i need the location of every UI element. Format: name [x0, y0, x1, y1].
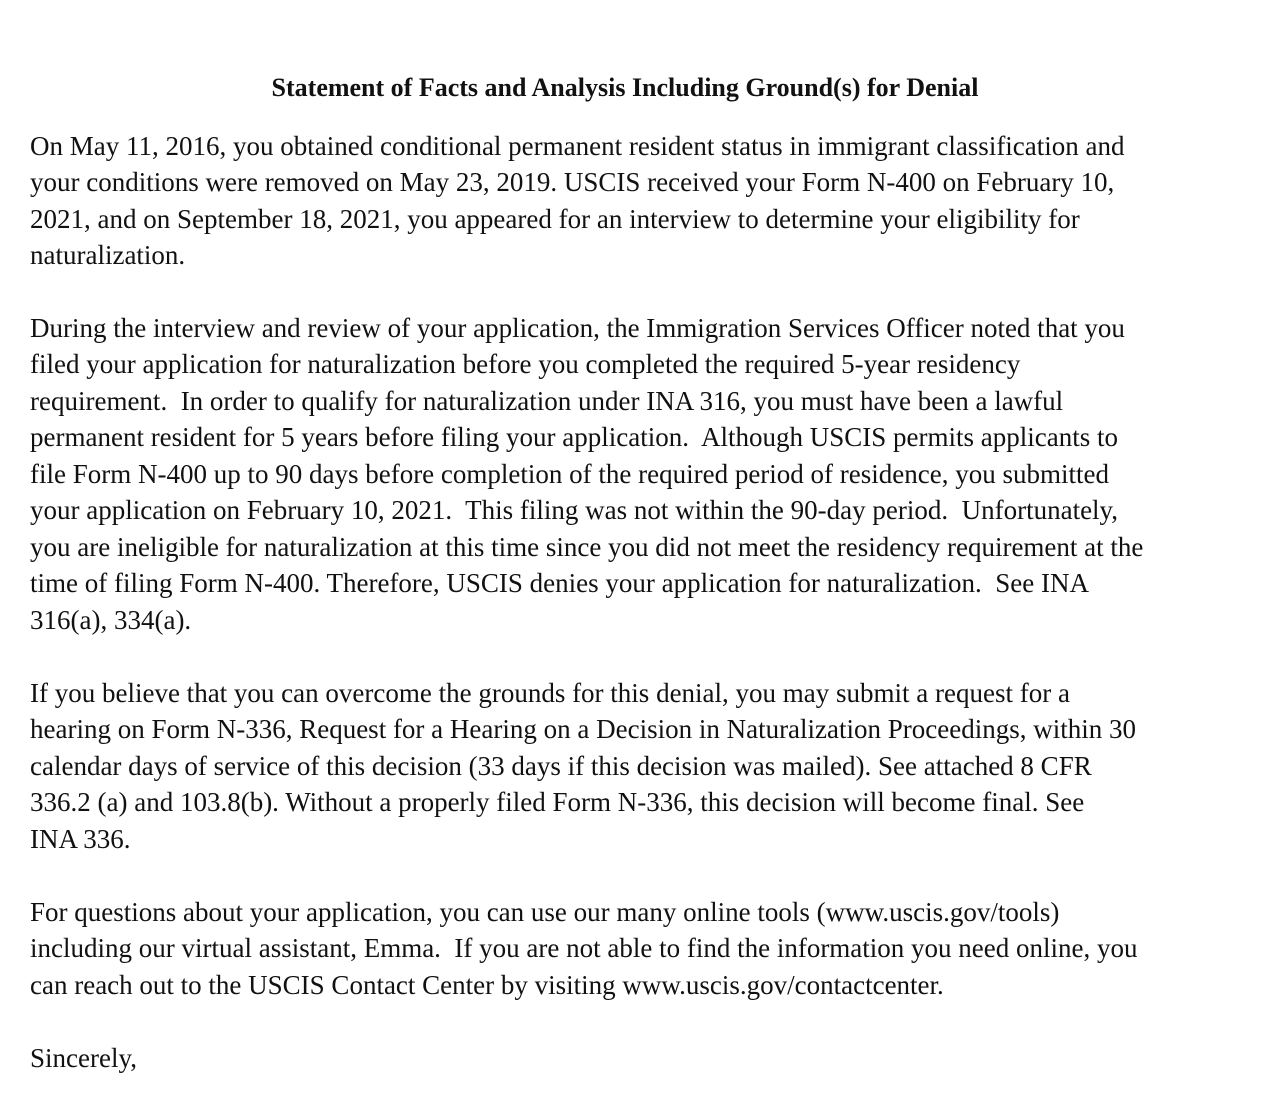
text-line: time of filing Form N-400. Therefore, USCIS denies your application for naturalization. See INA	[30, 568, 1089, 598]
text-line: 336.2 (a) and 103.8(b). Without a properly filed Form N-336, this decision will become final. See	[30, 787, 1085, 817]
text-line: hearing on Form N-336, Request for a Hearing on a Decision in Naturalization Proceedings, within 30	[30, 714, 1136, 744]
text-line: If you believe that you can overcome the grounds for this denial, you may submit a request for a	[30, 678, 1070, 708]
text-line: your conditions were removed on May 23, 2019. USCIS received your Form N-400 on February 10,	[30, 167, 1115, 197]
text-line: During the interview and review of your application, the Immigration Services Officer noted that you	[30, 313, 1125, 343]
text-line: 2021, and on September 18, 2021, you appeared for an interview to determine your eligibility for	[30, 204, 1080, 234]
text-line: calendar days of service of this decision (33 days if this decision was mailed). See attached 8 CFR	[30, 751, 1092, 781]
text-line: naturalization.	[30, 240, 186, 270]
text-line: can reach out to the USCIS Contact Center by visiting www.uscis.gov/contactcenter.	[30, 970, 944, 1000]
text-line: file Form N-400 up to 90 days before completion of the required period of residence, you submitted	[30, 459, 1109, 489]
text-line: For questions about your application, you can use our many online tools (www.uscis.gov/tools)	[30, 897, 1060, 927]
text-line: requirement. In order to qualify for naturalization under INA 316, you must have been a lawful	[30, 386, 1064, 416]
text-line: filed your application for naturalization before you completed the required 5-year residency	[30, 349, 1021, 379]
closing-salutation: Sincerely,	[30, 1043, 137, 1073]
text-line: your application on February 10, 2021. This filing was not within the 90-day period. Unfortunately,	[30, 495, 1119, 525]
text-line: including our virtual assistant, Emma. If you are not able to find the information you need online, you	[30, 933, 1138, 963]
text-line: permanent resident for 5 years before filing your application. Although USCIS permits applicants to	[30, 422, 1119, 452]
text-line: 316(a), 334(a).	[30, 605, 192, 635]
text-line: you are ineligible for naturalization at this time since you did not meet the residency requirement at the	[30, 532, 1144, 562]
text-line: INA 336.	[30, 824, 131, 854]
text-line: On May 11, 2016, you obtained conditional permanent resident status in immigrant classification and	[30, 131, 1125, 161]
document-title: Statement of Facts and Analysis Including Ground(s) for Denial	[271, 73, 979, 102]
document-page	[30, 0, 1260, 1106]
